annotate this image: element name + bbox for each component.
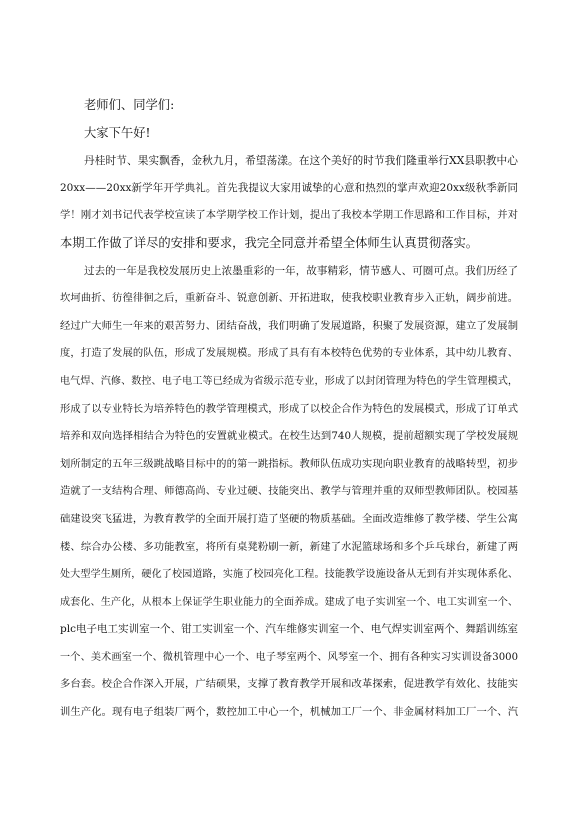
paragraph-2-line: plc电子电工实训室一个、钳工实训室一个、汽车维修实训室一个、电气焊实训室两个、舞蹈训练室 (60, 623, 518, 636)
paragraph-1-line: 学！刚才刘书记代表学校宣读了本学期学校工作计划，提出了我校本学期工作思路和工作目标，并对 (60, 209, 518, 222)
paragraph-2-line: 训生产化。现有电子组装厂两个，数控加工中心一个，机械加工厂一个、非金属材料加工厂一个、汽 (60, 706, 518, 719)
paragraph-2-line: 一个、美术画室一个、微机管理中心一个、电子琴室两个、风琴室一个、拥有各种实习实训设备3000 (60, 651, 518, 663)
paragraph-2-line: 多台套。校企合作深入开展，广结硕果，支撑了教育教学开展和改革探索，促进教学有效化、技能实 (60, 678, 518, 691)
paragraph-1-line: 本期工作做了详尽的安排和要求，我完全同意并希望全体师生认真贯彻落实。 (60, 235, 479, 250)
paragraph-2-line: 楼、综合办公楼、多功能教室，将所有桌凳粉刷一新，新建了水泥篮球场和多个乒乓球台，新建了两 (60, 540, 518, 553)
paragraph-2-line: 划所制定的五年三级跳战略目标中的的第一跳指标。教师队伍成功实现向职业教育的战略转型，初步 (60, 457, 518, 470)
paragraph-2-line: 形成了以专业特长为培养特色的教学管理模式，形成了以校企合作为特色的发展模式，形成了订单式 (60, 402, 518, 415)
greeting: 大家下午好! (84, 125, 151, 140)
paragraph-2-line: 坎坷曲折、彷徨徘徊之后，重新奋斗、锐意创新、开拓进取，使我校职业教育步入正轨，阔步前进。 (60, 292, 518, 305)
paragraph-2-line: 处大型学生厕所，硬化了校园道路，实施了校园亮化工程。技能教学设施设备从无到有并实现体系化、 (60, 569, 518, 581)
paragraph-1-line: 20xx——20xx新学年开学典礼。首先我提议大家用诚挚的心意和热烈的掌声欢迎20xx级秋季新同 (60, 181, 518, 194)
paragraph-2-line: 础建设突飞猛进，为教育教学的全面开展打造了坚硬的物质基础。全面改造维修了教学楼、学生公寓 (60, 512, 518, 525)
paragraph-2-line: 过去的一年是我校发展历史上浓墨重彩的一年，故事精彩，情节感人、可圈可点。我们历经了 (84, 264, 518, 277)
paragraph-2-line: 经过广大师生一年来的艰苦努力、团结奋战，我们明确了发展道路，积聚了发展资源，建立了发展制 (60, 319, 518, 332)
paragraph-2-line: 造就了一支结构合理、师德高尚、专业过硬、技能突出、教学与管理并重的双师型教师团队。校园基 (60, 485, 518, 498)
paragraph-1-line: 丹桂时节、果实飘香，金秋九月，希望荡漾。在这个美好的时节我们隆重举行XX县职教中心 (84, 154, 518, 168)
salutation: 老师们、同学们: (84, 98, 175, 112)
paragraph-2-line: 度，打造了发展的队伍，形成了发展规模。形成了具有有本校特色优势的专业体系，其中幼儿教育、 (60, 347, 518, 360)
paragraph-2-line: 成套化、生产化，从根本上保证学生职业能力的全面养成。建成了电子实训室一个、电工实训室一个、 (60, 596, 518, 608)
paragraph-2-line: 培养和双向选择相结合为特色的安置就业模式。在校生达到740人规模，提前超额实现了学校发展规 (60, 430, 518, 443)
paragraph-2-line: 电气焊、汽修、数控、电子电工等已经成为省级示范专业，形成了以封闭管理为特色的学生管理模式， (60, 375, 518, 387)
